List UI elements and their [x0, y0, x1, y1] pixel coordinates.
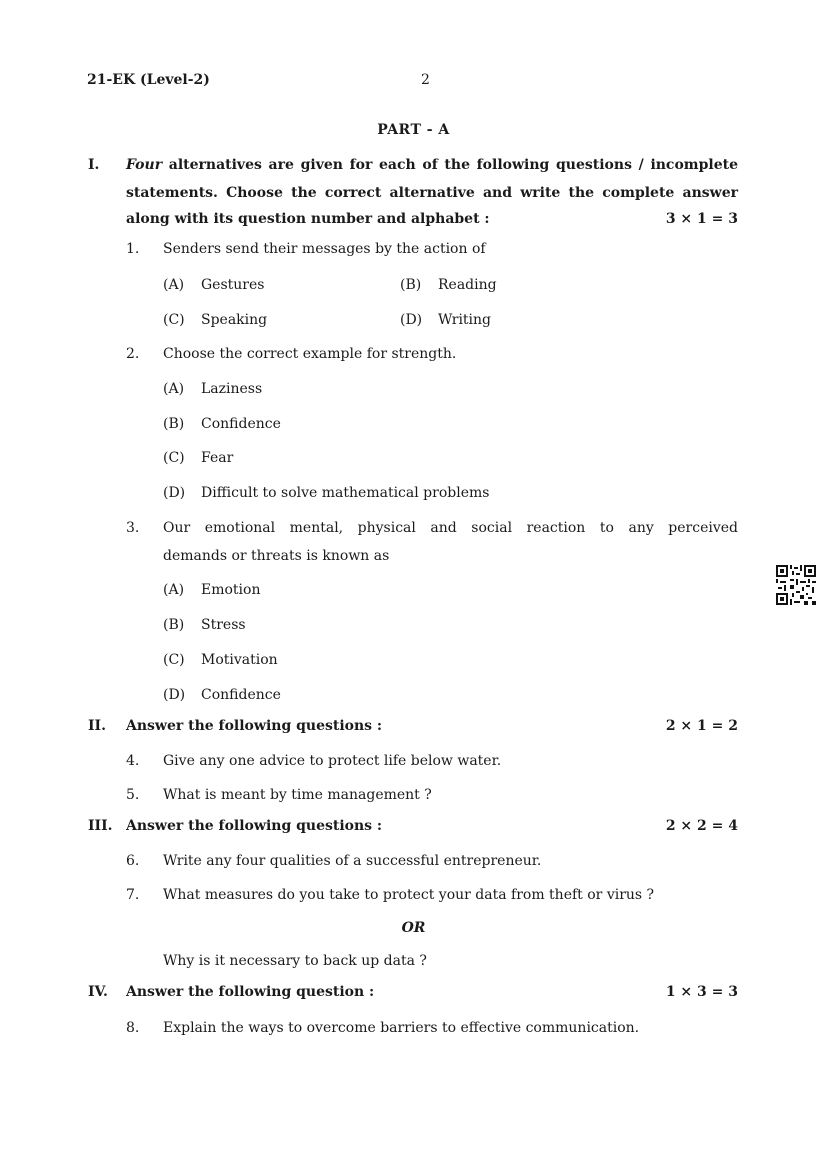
page-number: 2: [421, 72, 430, 88]
section-2-instruction: Answer the following questions :: [126, 718, 383, 734]
q1-option-a: Gestures: [201, 277, 265, 293]
section-1-instruction-line2: statements. Choose the correct alternative and write the complete answer: [126, 185, 738, 201]
q1-option-c-label: (C): [163, 312, 185, 328]
part-title: PART - A: [377, 122, 450, 138]
question-2-text: Choose the correct example for strength.: [163, 346, 457, 362]
section-1-instruction-line1: [126, 157, 738, 173]
q3-option-c-label: (C): [163, 652, 185, 668]
question-5-text: What is meant by time management ?: [163, 787, 432, 803]
question-4-text: Give any one advice to protect life below water.: [163, 753, 502, 769]
q2-option-c: Fear: [201, 450, 234, 466]
q3-option-d: Confidence: [201, 687, 281, 703]
question-2-number: 2.: [126, 346, 140, 362]
qr-code-icon: [776, 565, 816, 605]
question-7-number: 7.: [126, 887, 140, 903]
question-1-number: 1.: [126, 241, 140, 257]
section-3-marks: 2 × 2 = 4: [665, 818, 738, 834]
q1-option-d: Writing: [438, 312, 492, 328]
section-2-number: II.: [88, 718, 106, 734]
q2-option-b: Confidence: [201, 416, 281, 432]
section-4-instruction: Answer the following question :: [126, 984, 375, 1000]
section-1-instruction-line3: along with its question number and alphabet :: [126, 211, 490, 227]
q3-option-b: Stress: [201, 617, 246, 633]
section-2-marks: 2 × 1 = 2: [665, 718, 738, 734]
q3-option-a-label: (A): [163, 582, 185, 598]
q2-option-a: Laziness: [201, 381, 263, 397]
section-1-marks: 3 × 1 = 3: [665, 211, 738, 227]
q2-option-d: Difficult to solve mathematical problems: [201, 485, 490, 501]
section-4-number: IV.: [88, 984, 108, 1000]
question-7-text: What measures do you take to protect your data from theft or virus ?: [163, 887, 655, 903]
question-6-number: 6.: [126, 853, 140, 869]
paper-code: 21-EK (Level-2): [87, 72, 210, 88]
question-3-number: 3.: [126, 520, 140, 536]
q3-option-d-label: (D): [163, 687, 186, 703]
q1-option-b: Reading: [438, 277, 497, 293]
question-5-number: 5.: [126, 787, 140, 803]
section-1-number: I.: [88, 157, 100, 173]
or-separator: OR: [401, 920, 426, 936]
q2-option-d-label: (D): [163, 485, 186, 501]
question-8-text: Explain the ways to overcome barriers to effective communication.: [163, 1020, 640, 1036]
q3-option-b-label: (B): [163, 617, 185, 633]
emphasis-four: Four: [126, 157, 163, 173]
q3-option-a: Emotion: [201, 582, 261, 598]
question-3-text-line2: demands or threats is known as: [163, 548, 390, 564]
q1-option-c: Speaking: [201, 312, 268, 328]
question-7-alternative-text: Why is it necessary to back up data ?: [163, 953, 427, 969]
question-4-number: 4.: [126, 753, 140, 769]
q1-option-b-label: (B): [400, 277, 422, 293]
question-3-text-line1: Our emotional mental, physical and social reaction to any perceived: [163, 520, 738, 536]
q2-option-a-label: (A): [163, 381, 185, 397]
question-6-text: Write any four qualities of a successful entrepreneur.: [163, 853, 542, 869]
question-1-text: Senders send their messages by the action of: [163, 241, 486, 257]
section-3-number: III.: [88, 818, 113, 834]
q3-option-c: Motivation: [201, 652, 278, 668]
q1-option-a-label: (A): [163, 277, 185, 293]
q2-option-b-label: (B): [163, 416, 185, 432]
q2-option-c-label: (C): [163, 450, 185, 466]
question-8-number: 8.: [126, 1020, 140, 1036]
section-3-instruction: Answer the following questions :: [126, 818, 383, 834]
instruction-line1-rest: alternatives are given for each of the following questions / incomplete: [162, 157, 738, 173]
section-4-marks: 1 × 3 = 3: [665, 984, 738, 1000]
q1-option-d-label: (D): [400, 312, 423, 328]
